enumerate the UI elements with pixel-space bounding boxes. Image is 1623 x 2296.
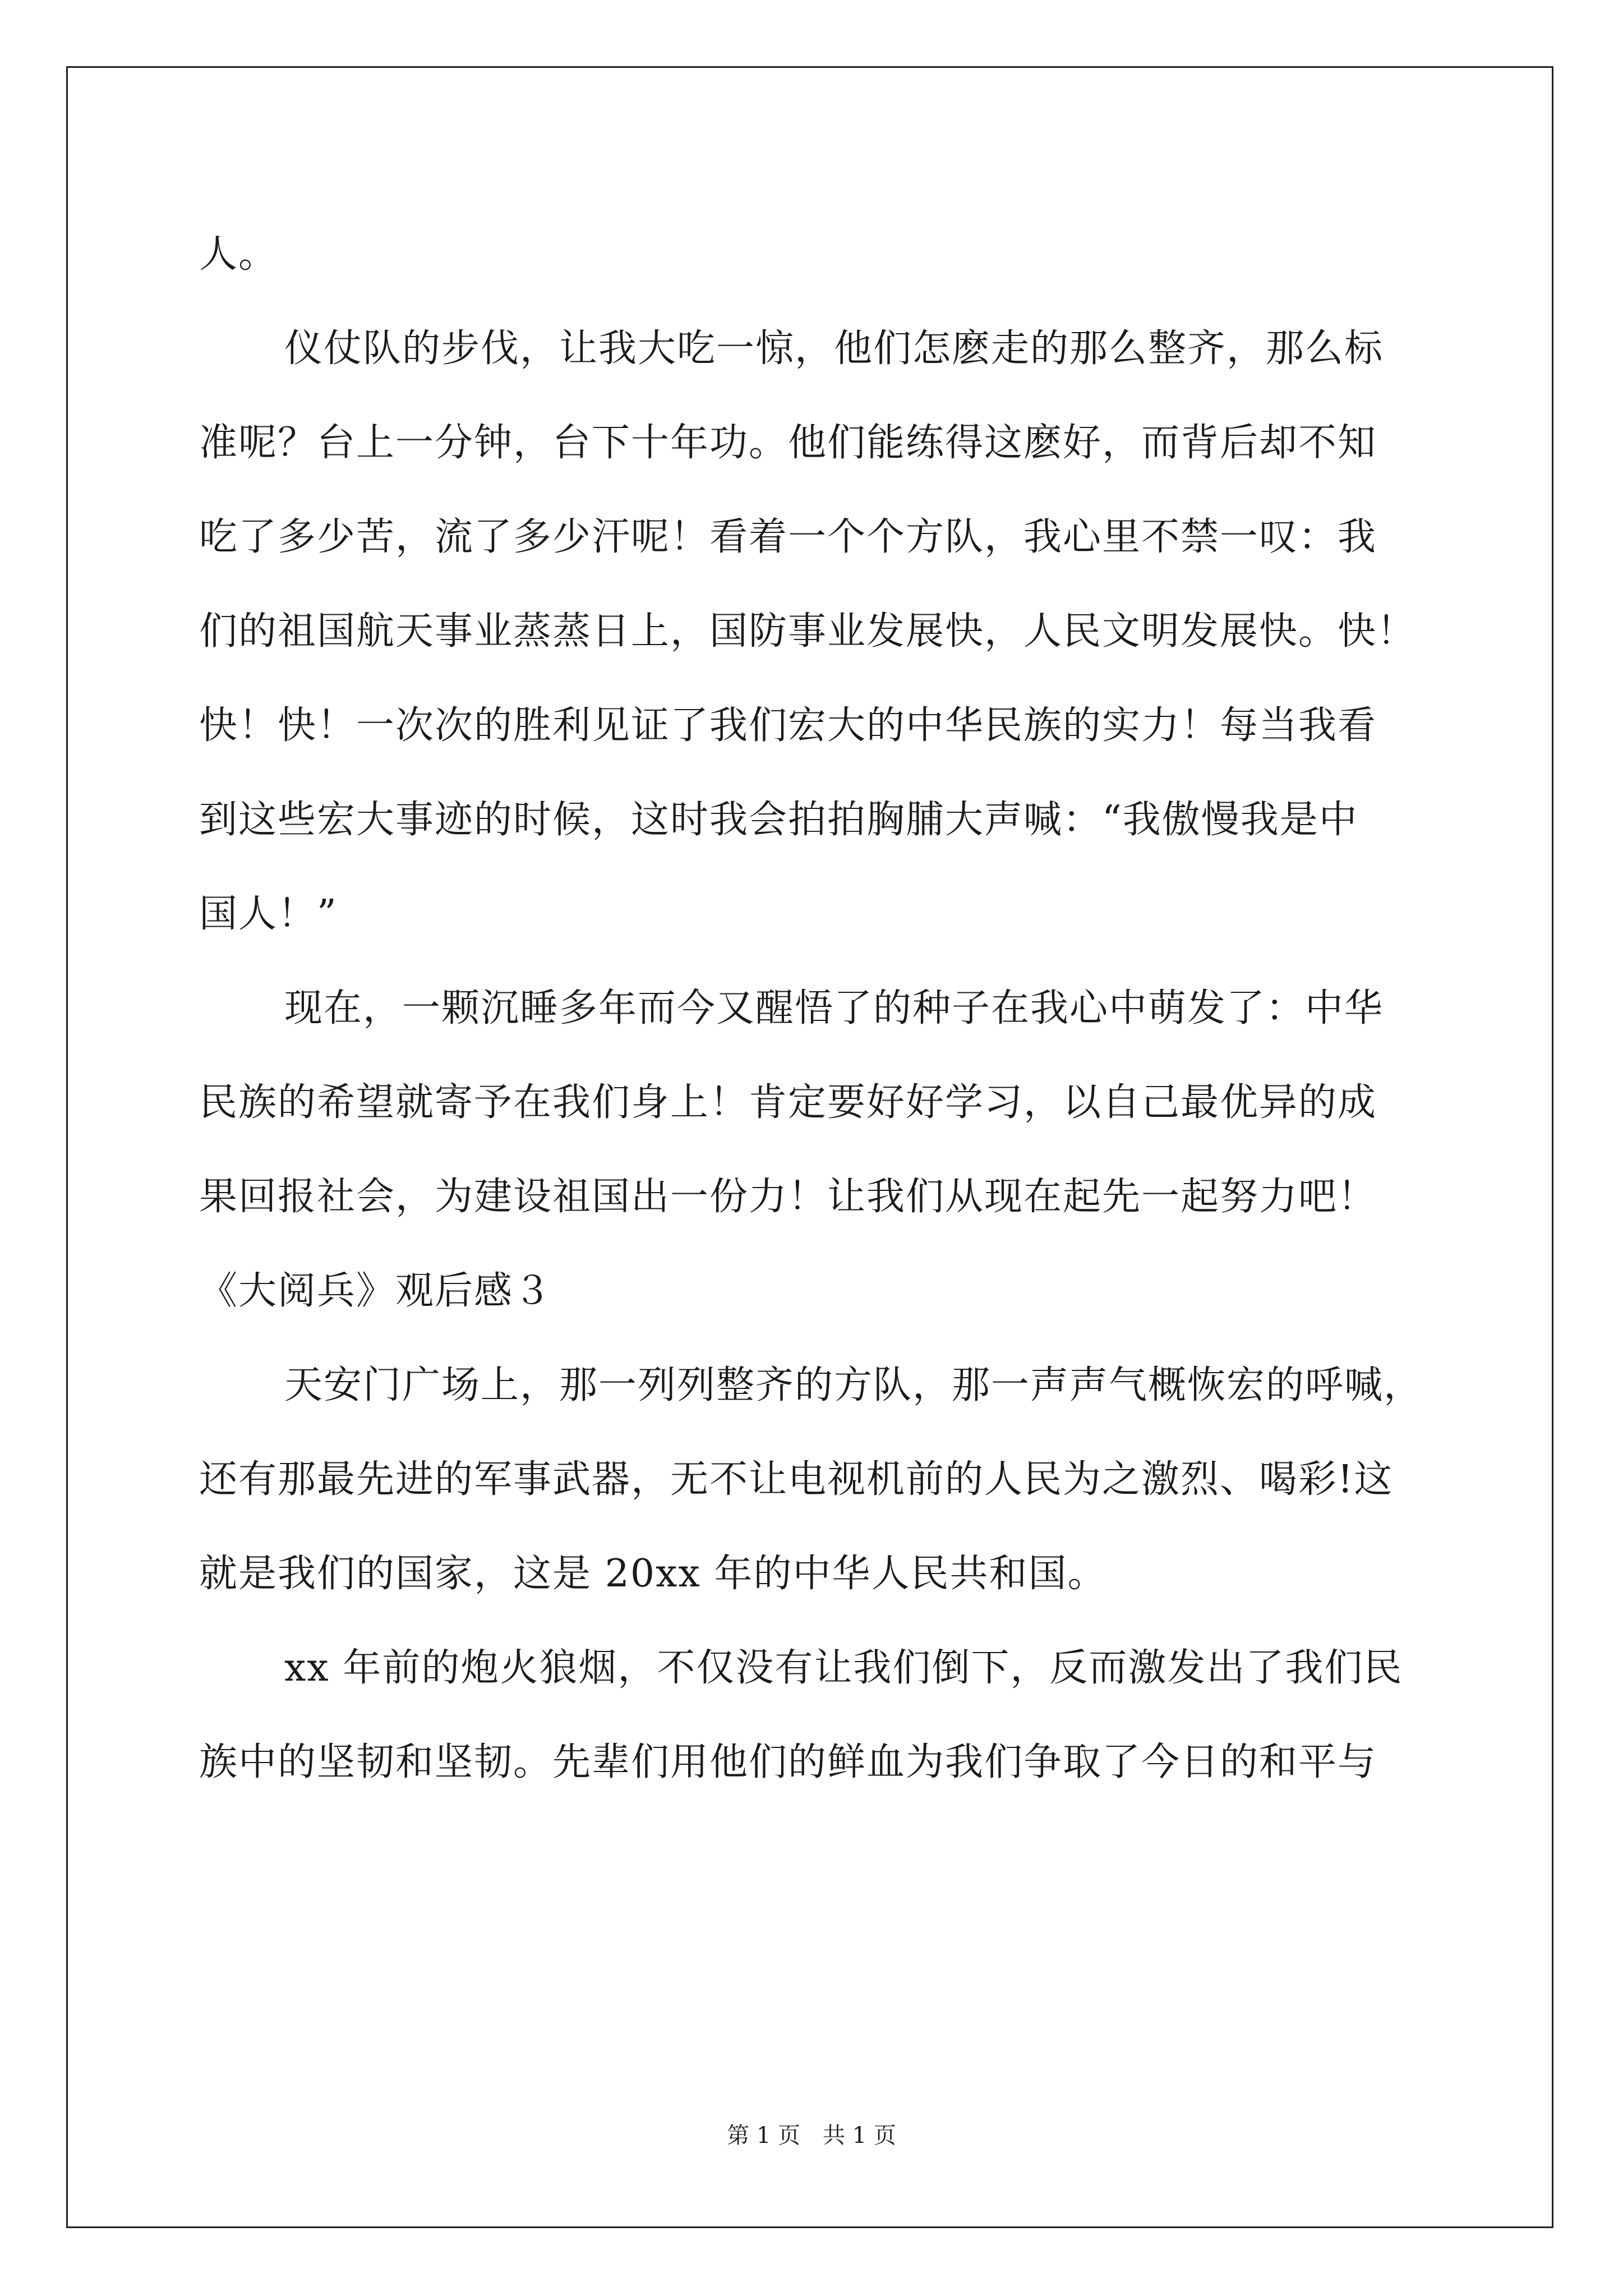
text-line: 果回报社会，为建设祖国出一份力！让我们从现在起先一起努力吧！ (199, 1175, 1377, 1219)
text-line: 准呢？台上一分钟，台下十年功。他们能练得这麽好，而背后却不知 (199, 421, 1377, 465)
page-number-footer: 第 1 页 共 1 页 (727, 2123, 896, 2148)
text-line: 民族的希望就寄予在我们身上！肯定要好好学习，以自己最优异的成 (199, 1080, 1377, 1125)
text-line: 仪仗队的步伐，让我大吃一惊，他们怎麽走的那么整齐，那么标 (284, 326, 1384, 371)
text-line: 吃了多少苦，流了多少汗呢！看着一个个方队，我心里不禁一叹：我 (199, 515, 1377, 559)
section-title: 《大阅兵》观后感３ (199, 1269, 553, 1313)
text-line: 到这些宏大事迹的时候，这时我会拍拍胸脯大声喊：“我傲慢我是中 (199, 798, 1358, 842)
text-line: 还有那最先进的军事武器，无不让电视机前的人民为之激烈、喝彩!这 (199, 1457, 1394, 1502)
text-line: xx 年前的炮火狼烟，不仅没有让我们倒下，反而激发出了我们民 (284, 1646, 1403, 1690)
document-body (199, 208, 1422, 1810)
text-line: 们的祖国航天事业蒸蒸日上，国防事业发展快，人民文明发展快。快！ (199, 609, 1417, 654)
text-line: 天安门广场上，那一列列整齐的方队，那一声声气概恢宏的呼喊， (284, 1363, 1423, 1407)
text-line: 就是我们的国家，这是 20xx 年的中华人民共和国。 (199, 1552, 1107, 1596)
text-line: 现在，一颗沉睡多年而今又醒悟了的种子在我心中萌发了：中华 (284, 986, 1384, 1030)
text-line: 快！快！一次次的胜利见证了我们宏大的中华民族的实力！每当我看 (199, 703, 1377, 748)
text-line: 国人！” (199, 892, 338, 936)
text-line: 族中的坚韧和坚韧。先辈们用他们的鲜血为我们争取了今日的和平与 (199, 1740, 1377, 1784)
text-line: 人。 (199, 232, 278, 277)
